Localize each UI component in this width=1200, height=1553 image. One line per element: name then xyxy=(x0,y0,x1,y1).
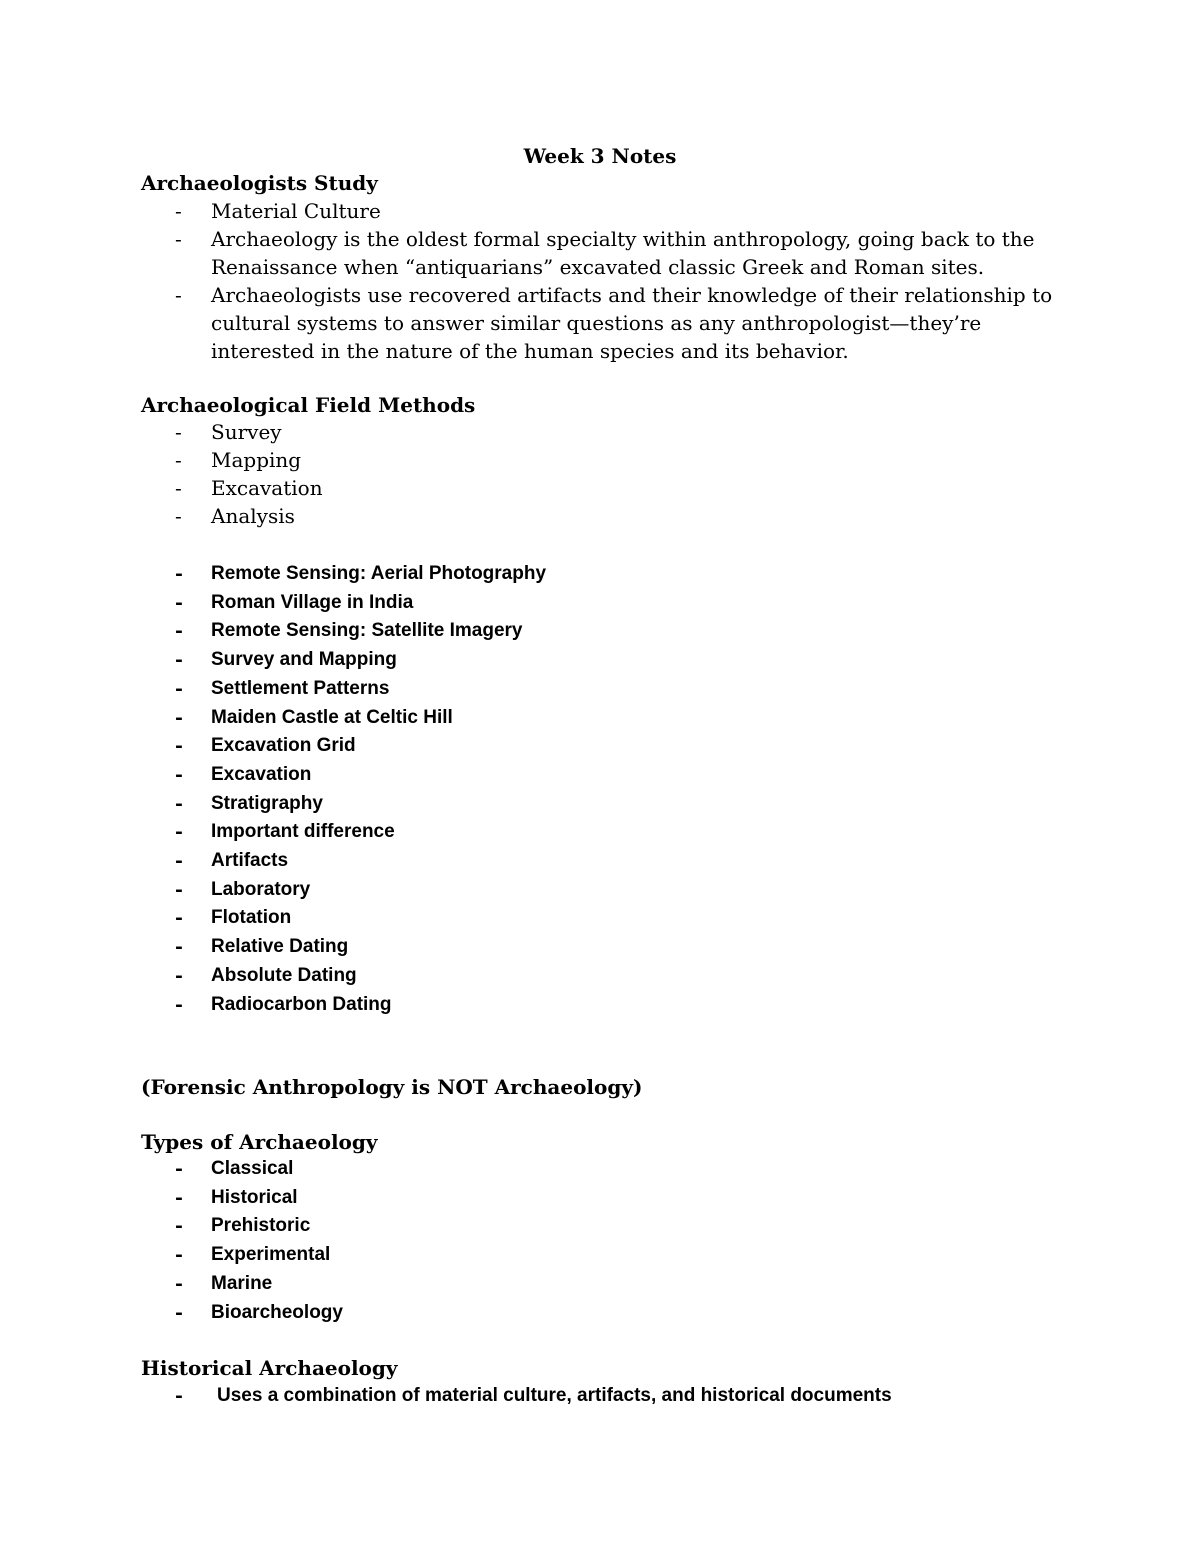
list-item: - Prehistoric xyxy=(141,1212,1061,1241)
list-item: - Analysis xyxy=(175,504,295,528)
list-item: - Marine xyxy=(141,1270,1061,1299)
list-item: - Roman Village in India xyxy=(141,589,1061,618)
list-item: - Bioarcheology xyxy=(141,1299,1061,1328)
bullet-dash: - xyxy=(175,850,183,873)
list-item: - Archaeology is the oldest formal specialty within anthropology, going back to the Renaissance when “antiquarians” excavated classic Greek and Roman sites. xyxy=(175,227,1035,279)
bullet-dash: - xyxy=(175,792,183,815)
bullet-dash: - xyxy=(175,620,183,643)
bullet-dash: - xyxy=(175,504,182,528)
list-item: - Flotation xyxy=(141,904,1061,933)
page-title: Week 3 Notes xyxy=(523,144,677,168)
bullet-dash: - xyxy=(175,964,183,987)
historical-list xyxy=(141,1382,1061,1411)
list-item: - Excavation Grid xyxy=(141,732,1061,761)
bullet-dash: - xyxy=(175,878,183,901)
bullet-dash: - xyxy=(175,591,183,614)
bullet-dash: - xyxy=(175,199,182,223)
bullet-dash: - xyxy=(175,1186,183,1209)
bullet-dash: - xyxy=(175,821,183,844)
list-item: - Classical xyxy=(141,1155,1061,1184)
bullet-dash: - xyxy=(175,283,182,307)
bullet-dash: - xyxy=(175,907,183,930)
bullet-dash: - xyxy=(175,1272,183,1295)
bullet-dash: - xyxy=(175,677,183,700)
list-item: - Radiocarbon Dating xyxy=(141,991,1061,1020)
bullet-dash: - xyxy=(175,993,183,1016)
field-topics-list xyxy=(141,560,1061,1019)
bullet-dash: - xyxy=(175,1301,183,1324)
bullet-dash: - xyxy=(175,563,183,585)
study-list xyxy=(141,197,1061,365)
bullet-dash: - xyxy=(175,649,183,672)
list-item: - Settlement Patterns xyxy=(141,675,1061,704)
list-item: - Excavation xyxy=(175,476,323,500)
bullet-dash: - xyxy=(175,227,182,251)
list-item: - Maiden Castle at Celtic Hill xyxy=(141,704,1061,733)
bullet-dash: - xyxy=(175,1244,183,1267)
bullet-dash: - xyxy=(175,706,183,729)
list-item: - Absolute Dating xyxy=(141,962,1061,991)
list-item: - Stratigraphy xyxy=(141,790,1061,819)
list-item: - Experimental xyxy=(141,1241,1061,1270)
bullet-dash: - xyxy=(175,1215,183,1238)
list-item: - Relative Dating xyxy=(141,933,1061,962)
section-heading-historical: Historical Archaeology xyxy=(141,1356,398,1380)
section-heading-study: Archaeologists Study xyxy=(141,171,378,195)
bullet-dash: - xyxy=(175,735,183,758)
list-item: - Uses a combination of material culture, artifacts, and historical documents xyxy=(141,1382,1061,1411)
list-item: - Important difference xyxy=(141,818,1061,847)
field-methods-list xyxy=(141,418,1061,530)
section-heading-field-methods: Archaeological Field Methods xyxy=(141,393,476,417)
bullet-dash: - xyxy=(175,420,182,444)
section-heading-types: Types of Archaeology xyxy=(141,1130,378,1154)
bullet-dash: - xyxy=(175,1158,183,1180)
list-item: - Historical xyxy=(141,1184,1061,1213)
bullet-dash: - xyxy=(175,476,182,500)
list-item: - Remote Sensing: Satellite Imagery xyxy=(141,617,1061,646)
list-item: - Survey xyxy=(175,420,282,444)
list-item: - Artifacts xyxy=(141,847,1061,876)
list-item: - Remote Sensing: Aerial Photography xyxy=(141,560,1061,589)
forensic-note: (Forensic Anthropology is NOT Archaeology) xyxy=(141,1075,643,1099)
types-list xyxy=(141,1155,1061,1327)
list-item: - Material Culture xyxy=(175,199,381,223)
list-item: - Mapping xyxy=(175,448,302,472)
list-item: - Laboratory xyxy=(141,876,1061,905)
list-item: - Archaeologists use recovered artifacts and their knowledge of their relationship to cultural systems to answer similar questions as any anthropologist—they’re interested in the nature of the human species and its behavior. xyxy=(175,283,1053,363)
list-item: - Survey and Mapping xyxy=(141,646,1061,675)
bullet-dash: - xyxy=(175,448,182,472)
bullet-dash: - xyxy=(175,936,183,959)
list-item: - Excavation xyxy=(141,761,1061,790)
bullet-dash: - xyxy=(175,763,183,786)
bullet-dash: - xyxy=(175,1385,183,1407)
